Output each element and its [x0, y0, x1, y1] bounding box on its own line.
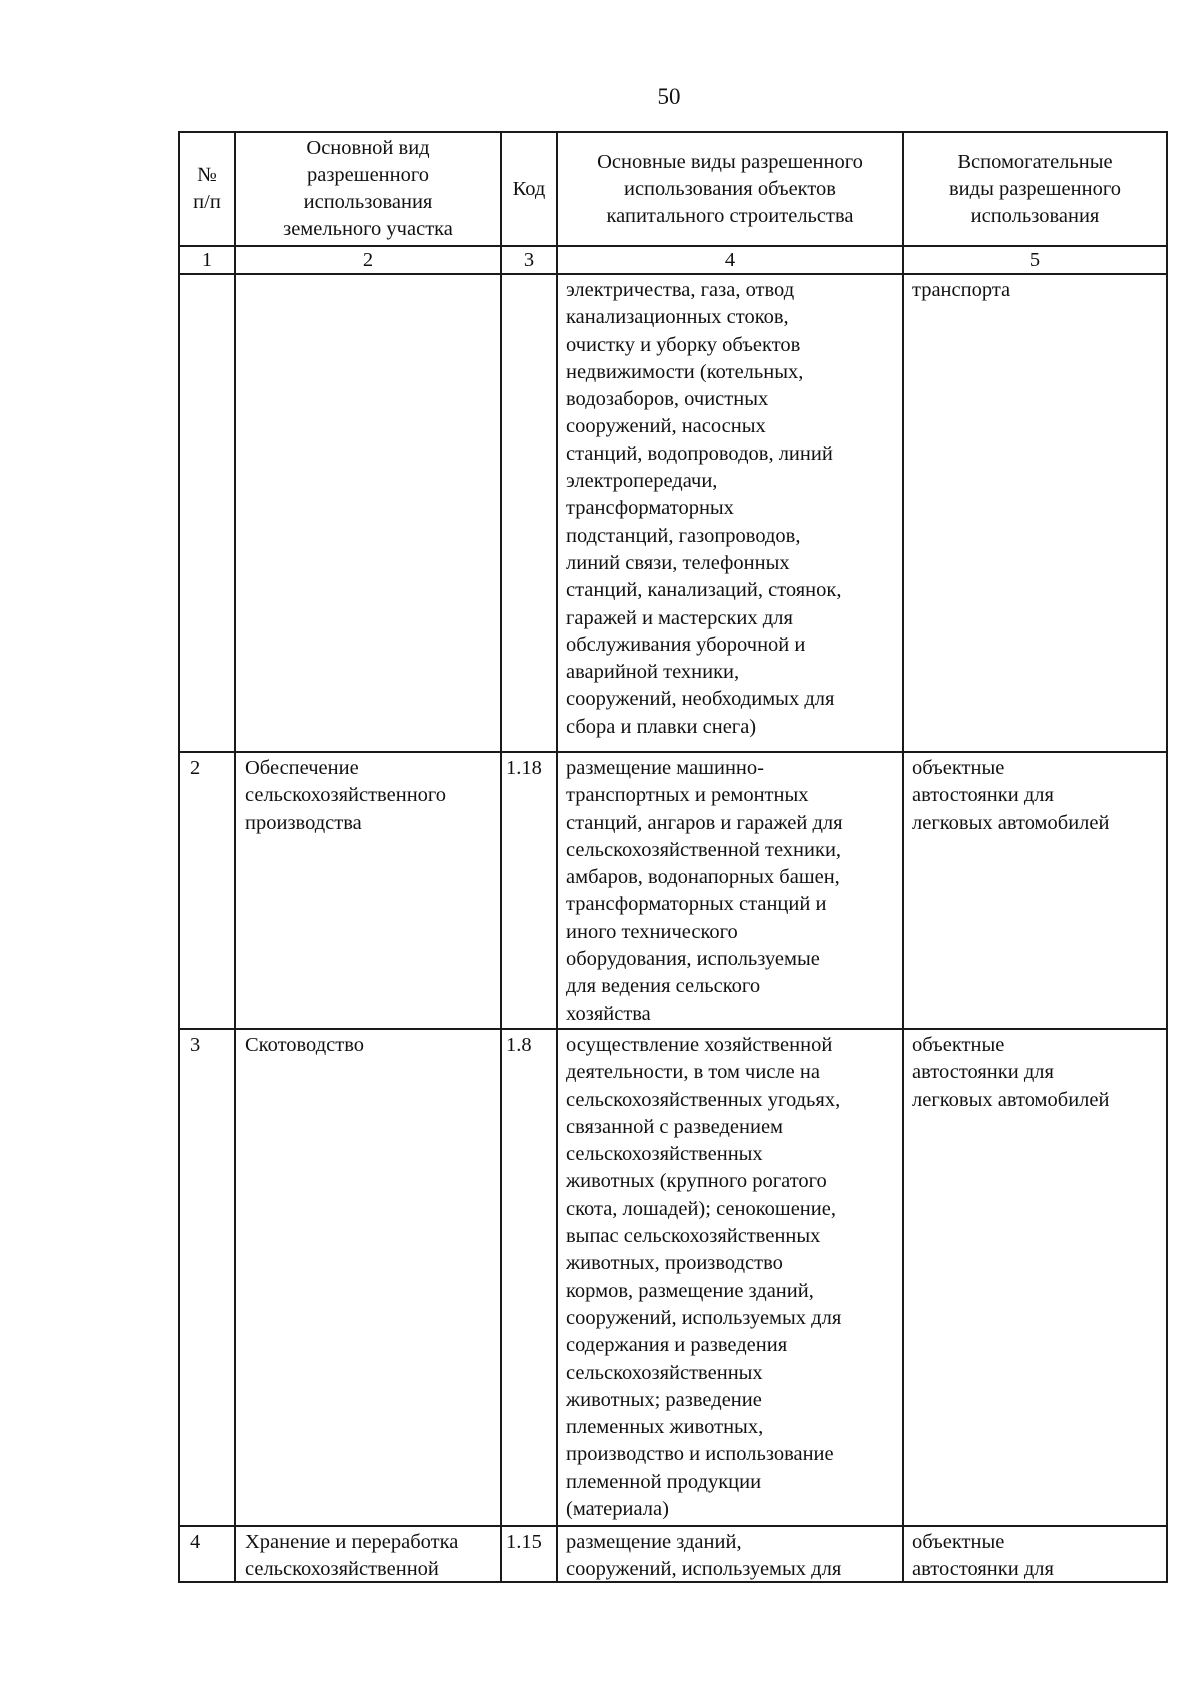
column-number-row [179, 246, 1167, 274]
row-number [179, 274, 235, 752]
table-row [179, 1029, 1167, 1526]
column-number: 5 [903, 246, 1167, 274]
row-main-use: Обеспечение сельскохозяйственного производства [235, 752, 501, 1029]
row-auxiliary-use: объектные автостоянки для [903, 1526, 1167, 1582]
column-number: 4 [557, 246, 903, 274]
row-description: осуществление хозяйственной деятельности, в том числе на сельскохозяйственных угодьях, связанной с разведением сельскохозяйственных животных (крупного рогатого скота, лошадей); сенокошение, выпас сельскохозяйственных животных, производство кормов, размещение зданий, сооружений, используемых для содержания и разведения сельскохозяйственных животных; разведение племенных животных, производство и использование племенной продукции (материала) [557, 1029, 903, 1526]
header-auxiliary-use: Вспомогательные виды разрешенного использования [903, 132, 1167, 246]
row-main-use: Хранение и переработка сельскохозяйственной [235, 1526, 501, 1582]
table-row [179, 1526, 1167, 1582]
table-row [179, 274, 1167, 752]
header-number: № п/п [179, 132, 235, 246]
row-description: электричества, газа, отвод канализационных стоков, очистку и уборку объектов недвижимости (котельных, водозаборов, очистных сооружений, насосных станций, водопроводов, линий электропередачи, трансформаторных подстанций, газопроводов, линий связи, телефонных станций, канализаций, стоянок, гаражей и мастерских для обслуживания уборочной и аварийной техники, сооружений, необходимых для сбора и плавки снега) [557, 274, 903, 752]
table-header-row [179, 132, 1167, 246]
column-number: 2 [235, 246, 501, 274]
row-code: 1.15 [501, 1526, 557, 1582]
land-use-table [178, 131, 1168, 1583]
header-main-use: Основной вид разрешенного использования земельного участка [235, 132, 501, 246]
row-code: 1.8 [501, 1029, 557, 1526]
row-auxiliary-use: объектные автостоянки для легковых автомобилей [903, 1029, 1167, 1526]
row-code [501, 274, 557, 752]
row-number: 4 [179, 1526, 235, 1582]
row-description: размещение машинно- транспортных и ремонтных станций, ангаров и гаражей для сельскохозяйственной техники, амбаров, водонапорных башен, трансформаторных станций и иного технического оборудования, используемые для ведения сельского хозяйства [557, 752, 903, 1029]
row-auxiliary-use: объектные автостоянки для легковых автомобилей [903, 752, 1167, 1029]
row-main-use [235, 274, 501, 752]
row-auxiliary-use: транспорта [903, 274, 1167, 752]
column-number: 3 [501, 246, 557, 274]
row-number: 2 [179, 752, 235, 1029]
row-description: размещение зданий, сооружений, используемых для [557, 1526, 903, 1582]
row-main-use: Скотоводство [235, 1029, 501, 1526]
row-code: 1.18 [501, 752, 557, 1029]
row-number: 3 [179, 1029, 235, 1526]
table-row [179, 752, 1167, 1029]
header-code: Код [501, 132, 557, 246]
column-number: 1 [179, 246, 235, 274]
header-main-construction-use: Основные виды разрешенного использования объектов капитального строительства [557, 132, 903, 246]
page-number: 50 [657, 84, 681, 109]
